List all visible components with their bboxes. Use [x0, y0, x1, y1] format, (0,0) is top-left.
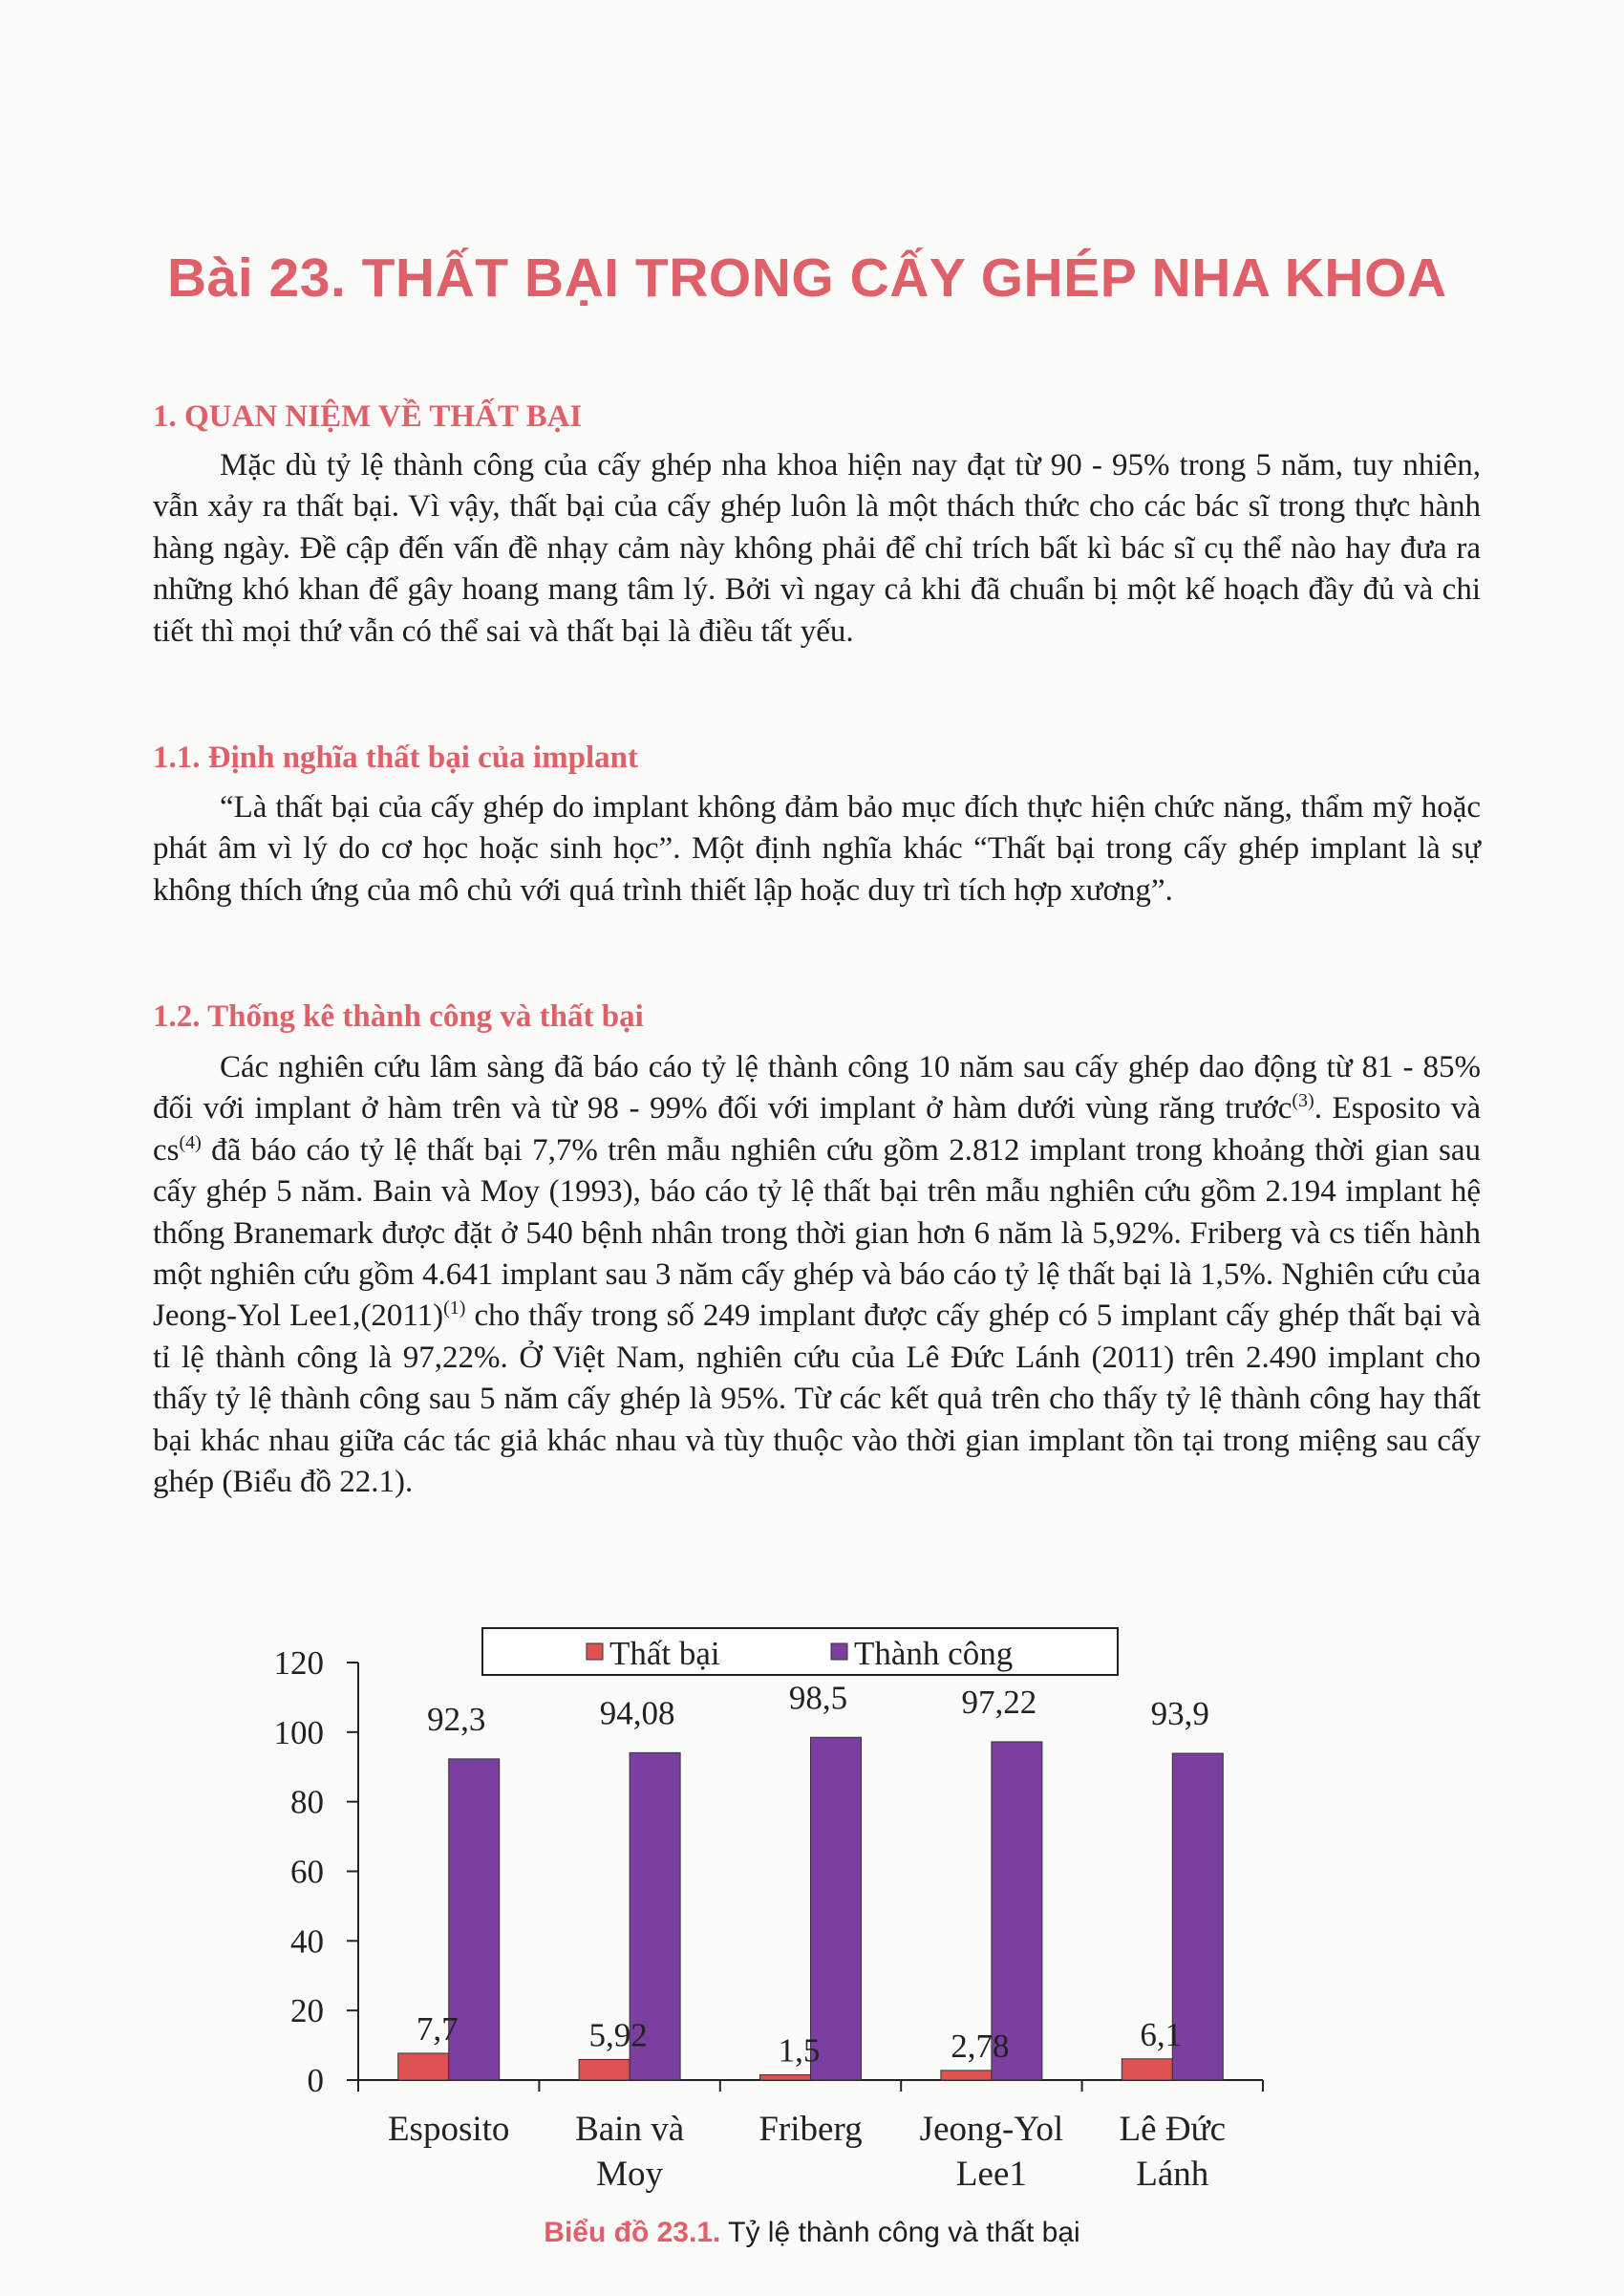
bar-failure [941, 2071, 992, 2080]
y-tick-label: 60 [290, 1853, 324, 1891]
category-label: Esposito [387, 2110, 510, 2149]
bar-failure [1122, 2059, 1172, 2080]
reference-marker: (1) [443, 1298, 466, 1320]
category-label: Jeong-Yol [919, 2110, 1064, 2149]
reference-marker: (4) [179, 1131, 202, 1153]
data-label-failure: 7,7 [416, 2009, 459, 2048]
section-1-1-heading: 1.1. Định nghĩa thất bại của implant [153, 740, 638, 775]
data-label-success: 92,3 [427, 1700, 486, 1738]
legend-swatch [831, 1643, 847, 1660]
y-tick-label: 0 [307, 2062, 324, 2099]
y-tick-label: 80 [290, 1783, 324, 1821]
data-label-failure: 5,92 [588, 2016, 648, 2054]
section-1-1-paragraph: “Là thất bại của cấy ghép do implant không đảm bảo mục đích thực hiện chức năng, thẩm mỹ hoặc phát âm vì lý do cơ học hoặc sinh học”. Một định nghĩa khác “Thất bại trong cấy ghép implant là sự không thích ứng của mô chủ với quá trình thiết lập hoặc duy trì tích hợp xương”. [153, 790, 1481, 908]
legend-box [482, 1628, 1118, 1675]
bar-failure [398, 2053, 449, 2080]
y-tick-label: 120 [273, 1644, 324, 1682]
data-label-failure: 1,5 [778, 2031, 821, 2070]
legend-label: Thành công [854, 1635, 1014, 1672]
paragraph-text: . Esposito và cs [153, 1091, 1482, 1168]
paragraph-text: đã báo cáo tỷ lệ thất bại 7,7% trên mẫu nghiên cứu gồm 2.812 implant trong khoảng thời gian sau cấy ghép 5 năm. Bain và Moy (1993), báo cáo tỷ lệ thất bại trên mẫu nghiên cứu gồm 2.194 implant hệ thống Branemark được đặt ở 540 bệnh nhân trong thời gian hơn 6 năm là 5,92%. Friberg và cs tiến hành một nghiên cứu gồm 4.641 implant sau 3 năm cấy ghép và báo cáo tỷ lệ thất bại là 1,5%. Nghiên cứu của Jeong-Yol Lee1,(2011) [153, 1132, 1481, 1334]
category-label: Friberg [759, 2110, 863, 2149]
data-label-success: 98,5 [788, 1679, 848, 1717]
category-label: Lánh [1136, 2155, 1209, 2194]
y-tick-label: 20 [290, 1992, 324, 2030]
legend-label: Thất bại [609, 1635, 720, 1672]
data-label-failure: 6,1 [1140, 2015, 1183, 2053]
data-label-failure: 2,78 [951, 2027, 1010, 2065]
data-label-success: 97,22 [961, 1683, 1037, 1721]
category-label: Lee1 [955, 2155, 1027, 2194]
bar-failure [579, 2059, 630, 2080]
legend-swatch [587, 1643, 603, 1660]
caption-label: Biểu đồ 23.1. [544, 2217, 721, 2248]
bar-failure [760, 2075, 811, 2080]
category-label: Bain và [575, 2110, 685, 2149]
section-1-heading: 1. QUAN NIỆM VỀ THẤT BẠI [153, 399, 583, 434]
section-1-2-heading: 1.2. Thống kê thành công và thất bại [153, 999, 644, 1034]
caption-text: Tỷ lệ thành công và thất bại [720, 2217, 1080, 2248]
paragraph-text: cho thấy trong số 249 implant được cấy ghép có 5 implant cấy ghép thất bại và tỉ lệ thành công là 97,22%. Ở Việt Nam, nghiên cứu của Lê Đức Lánh (2011) trên 2.490 implant cho thấy tỷ lệ thành công sau 5 năm cấy ghép là 95%. Từ các kết quả trên cho thấy tỷ lệ thành công hay thất bại khác nhau giữa các tác giả khác nhau và tùy thuộc vào thời gian implant tồn tại trong miệng sau cấy ghép (Biểu đồ 22.1). [153, 1298, 1482, 1500]
paragraph-text: Các nghiên cứu lâm sàng đã báo cáo tỷ lệ thành công 10 năm sau cấy ghép dao động từ 81 - 85% đối với implant ở hàm trên và từ 98 - 99% đối với implant ở hàm dưới vùng răng trước [153, 1050, 1481, 1127]
y-tick-label: 100 [273, 1713, 324, 1751]
data-label-success: 93,9 [1150, 1695, 1209, 1733]
category-label: Moy [596, 2155, 664, 2194]
page-title: Bài 23. THẤT BẠI TRONG CẤY GHÉP NHA KHOA [167, 247, 1447, 309]
y-tick-label: 40 [290, 1922, 324, 1961]
section-1-paragraph: Mặc dù tỷ lệ thành công của cấy ghép nha khoa hiện nay đạt từ 90 - 95% trong 5 năm, tuy nhiên, vẫn xảy ra thất bại. Vì vậy, thất bại của cấy ghép luôn là một thách thức cho các bác sĩ trong thực hành hàng ngày. Đề cập đến vấn đề nhạy cảm này không phải để chỉ trích bất kì bác sĩ cụ thể nào hay đưa ra những khó khan để gây hoang mang tâm lý. Bởi vì ngay cả khi đã chuẩn bị một kế hoạch đầy đủ và chi tiết thì mọi thứ vẫn có thể sai và thất bại là điều tất yếu. [153, 448, 1481, 649]
bar-success [811, 1737, 862, 2080]
reference-marker: (3) [1292, 1090, 1314, 1112]
figure-caption [0, 2217, 1624, 2249]
category-label: Lê Đức [1119, 2110, 1227, 2149]
data-label-success: 94,08 [599, 1694, 675, 1732]
